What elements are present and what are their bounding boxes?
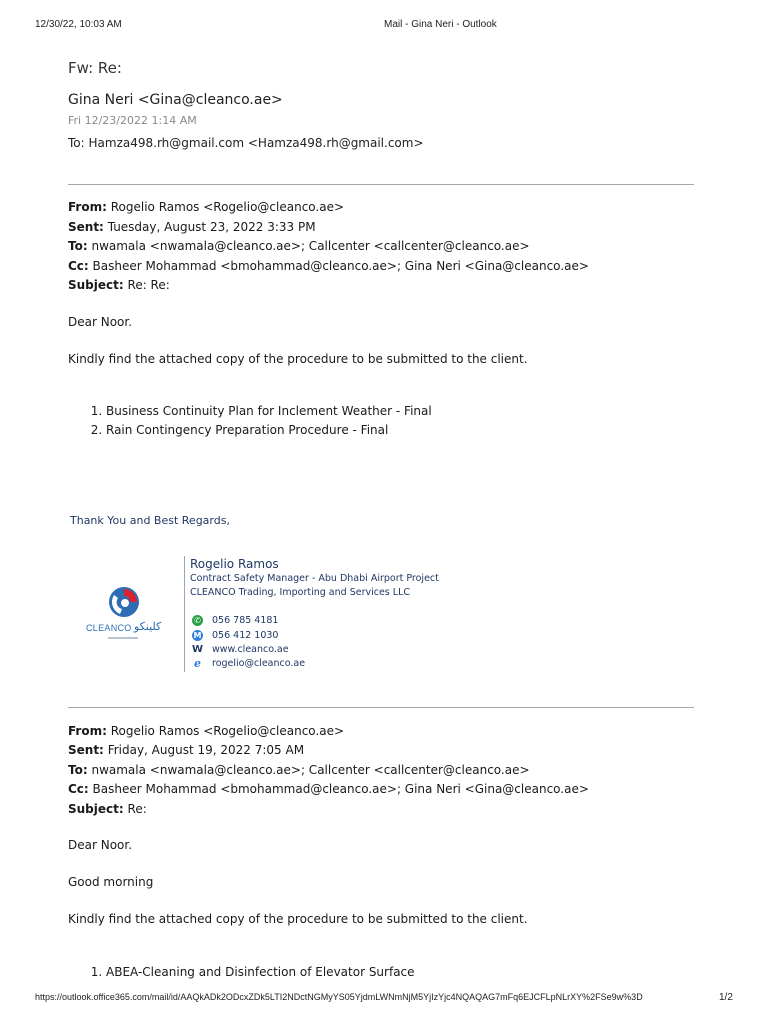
- fwd2-to: To: nwamala <nwamala@cleanco.ae>; Callcenter <callcenter@cleanco.ae>: [68, 763, 530, 777]
- email-sent-time: Fri 12/23/2022 1:14 AM: [68, 114, 197, 127]
- fwd1-sent: Sent: Tuesday, August 23, 2022 3:33 PM: [68, 220, 316, 234]
- logo-text-ar: كلينكو: [134, 620, 162, 633]
- signature-company: CLEANCO Trading, Importing and Services LLC: [190, 587, 410, 598]
- signature-email[interactable]: e rogelio@cleanco.ae: [194, 657, 306, 670]
- logo-tagline: [108, 637, 138, 639]
- email-subject: Fw: Re:: [68, 59, 122, 77]
- list-item: 1. Business Continuity Plan for Inclement Weather - Final: [106, 402, 432, 421]
- signature-mobile[interactable]: M 056 412 1030: [193, 630, 279, 641]
- separator-2: [68, 707, 694, 708]
- fwd1-attachment-list: [68, 402, 432, 440]
- cleanco-logo-icon: [84, 585, 170, 645]
- signature-regards: Thank You and Best Regards,: [70, 514, 230, 527]
- logo-text-en: CLEANCO: [86, 623, 132, 633]
- email-recipient-line: [68, 136, 424, 150]
- signature-website[interactable]: W www.cleanco.ae: [192, 644, 289, 655]
- fwd2-sent: Sent: Friday, August 19, 2022 7:05 AM: [68, 743, 305, 757]
- separator-1: [68, 184, 694, 185]
- signature-title: Contract Safety Manager - Abu Dhabi Airport Project: [190, 573, 439, 584]
- print-url: https://outlook.office365.com/mail/id/AAQkADk2ODcxZDk5LTI2NDctNGMyYS05YjdmLWNmNjM5YjIzYjc4NQAQAG7mFq6EJCFLpNLrXY%2FSe9w%3D: [35, 992, 643, 1002]
- signature-divider: [184, 556, 185, 672]
- fwd1-from: From: Rogelio Ramos <Rogelio@cleanco.ae>: [68, 200, 345, 214]
- fwd1-body: Kindly find the attached copy of the procedure to be submitted to the client.: [68, 352, 528, 366]
- list-item: 2. Rain Contingency Preparation Procedure - Final: [106, 421, 432, 440]
- cleanco-logo: [84, 585, 170, 645]
- signature-whatsapp[interactable]: ✆ 056 785 4181: [192, 615, 278, 626]
- to-label: To:: [68, 136, 85, 150]
- fwd2-cc: Cc: Basheer Mohammad <bmohammad@cleanco.ae>; Gina Neri <Gina@cleanco.ae>: [68, 782, 589, 796]
- browser-e-icon: e: [194, 657, 201, 670]
- fwd1-greeting: Dear Noor.: [68, 315, 133, 329]
- to-recipient[interactable]: Hamza498.rh@gmail.com <Hamza498.rh@gmail.com>: [88, 136, 424, 150]
- fwd2-good-morning: Good morning: [68, 875, 154, 889]
- fwd2-body: Kindly find the attached copy of the procedure to be submitted to the client.: [68, 912, 528, 926]
- whatsapp-icon: ✆: [192, 615, 203, 626]
- email-sender[interactable]: Gina Neri <Gina@cleanco.ae>: [68, 92, 283, 108]
- fwd2-attachment-list: [68, 963, 415, 982]
- print-page-number: 1/2: [719, 992, 733, 1003]
- mobile-icon: M: [193, 631, 202, 640]
- fwd1-to: To: nwamala <nwamala@cleanco.ae>; Callcenter <callcenter@cleanco.ae>: [68, 239, 530, 253]
- fwd2-from: From: Rogelio Ramos <Rogelio@cleanco.ae>: [68, 724, 345, 738]
- print-window-title: Mail - Gina Neri - Outlook: [384, 19, 497, 30]
- web-icon: W: [192, 644, 204, 655]
- fwd2-subject: Subject: Re:: [68, 802, 147, 816]
- list-item: 1. ABEA-Cleaning and Disinfection of Elevator Surface: [106, 963, 415, 982]
- fwd1-cc: Cc: Basheer Mohammad <bmohammad@cleanco.ae>; Gina Neri <Gina@cleanco.ae>: [68, 259, 589, 273]
- print-datetime: 12/30/22, 10:03 AM: [35, 19, 122, 30]
- fwd2-greeting: Dear Noor.: [68, 838, 133, 852]
- fwd1-subject: Subject: Re: Re:: [68, 278, 170, 292]
- signature-name: Rogelio Ramos: [190, 557, 279, 571]
